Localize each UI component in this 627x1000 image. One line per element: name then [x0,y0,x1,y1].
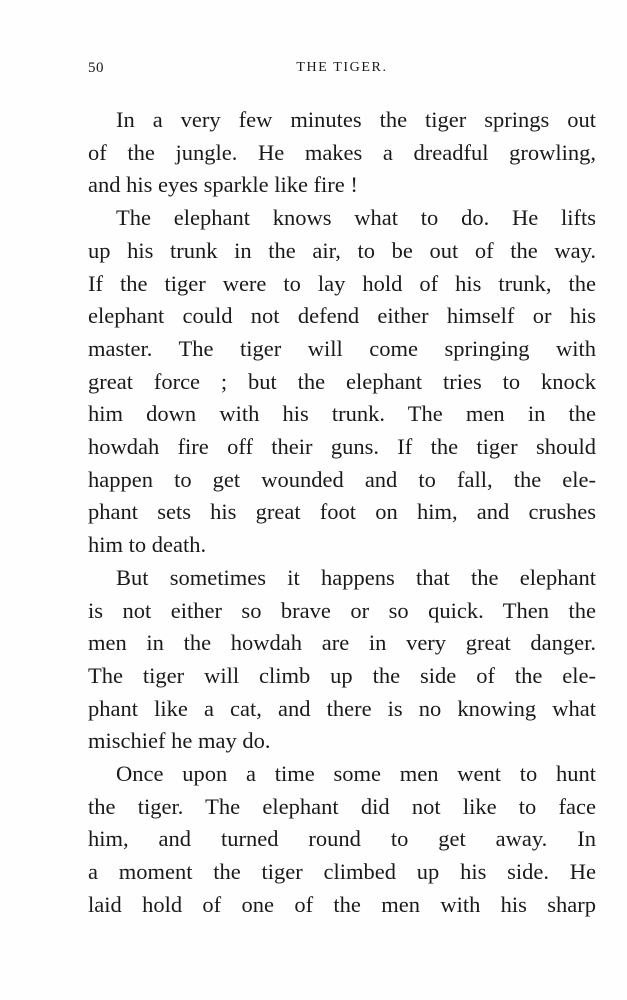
text-line: phant sets his great foot on him, and crushes [88,499,596,525]
text-line: howdah fire off their guns. If the tiger should [88,434,596,460]
running-title: THE TIGER. [296,60,388,75]
text-line: is not either so brave or so quick. Then the [88,597,596,623]
text-line: happen to get wounded and to fall, the ele- [88,466,596,492]
text-line: elephant could not defend either himself or his [88,303,596,329]
paragraph-2 [88,202,596,562]
text-line: up his trunk in the air, to be out of the way. [88,237,596,263]
text-line: The tiger will climb up the side of the ele- [88,662,596,688]
text-line: mischief he may do. [88,728,271,754]
text-line: a moment the tiger climbed up his side. He [88,859,596,885]
paragraph-4 [88,758,596,922]
text-line: him down with his trunk. The men in the [88,401,596,427]
text-line: phant like a cat, and there is no knowing what [88,695,596,721]
text-line: If the tiger were to lay hold of his trunk, the [88,270,596,296]
text-line: laid hold of one of the men with his sharp [88,891,596,917]
text-line: great force ; but the elephant tries to knock [88,368,596,394]
body-text [88,104,596,922]
text-line: him, and turned round to get away. In [88,826,596,852]
page-number: 50 [88,60,104,76]
text-line: Once upon a time some men went to hunt [116,761,596,787]
text-line: the tiger. The elephant did not like to face [88,793,596,819]
text-line: master. The tiger will come springing with [88,335,596,361]
text-line: him to death. [88,532,207,558]
text-line: and his eyes sparkle like fire ! [88,172,358,198]
text-line: In a very few minutes the tiger springs out [116,107,596,132]
paragraph-3 [88,562,596,758]
text-line: But sometimes it happens that the elephant [116,564,596,590]
text-line: of the jungle. He makes a dreadful growling, [88,139,596,165]
text-line: The elephant knows what to do. He lifts [116,205,596,231]
text-line: men in the howdah are in very great danger. [88,630,596,656]
running-head [88,60,596,82]
paragraph-1 [88,104,596,202]
